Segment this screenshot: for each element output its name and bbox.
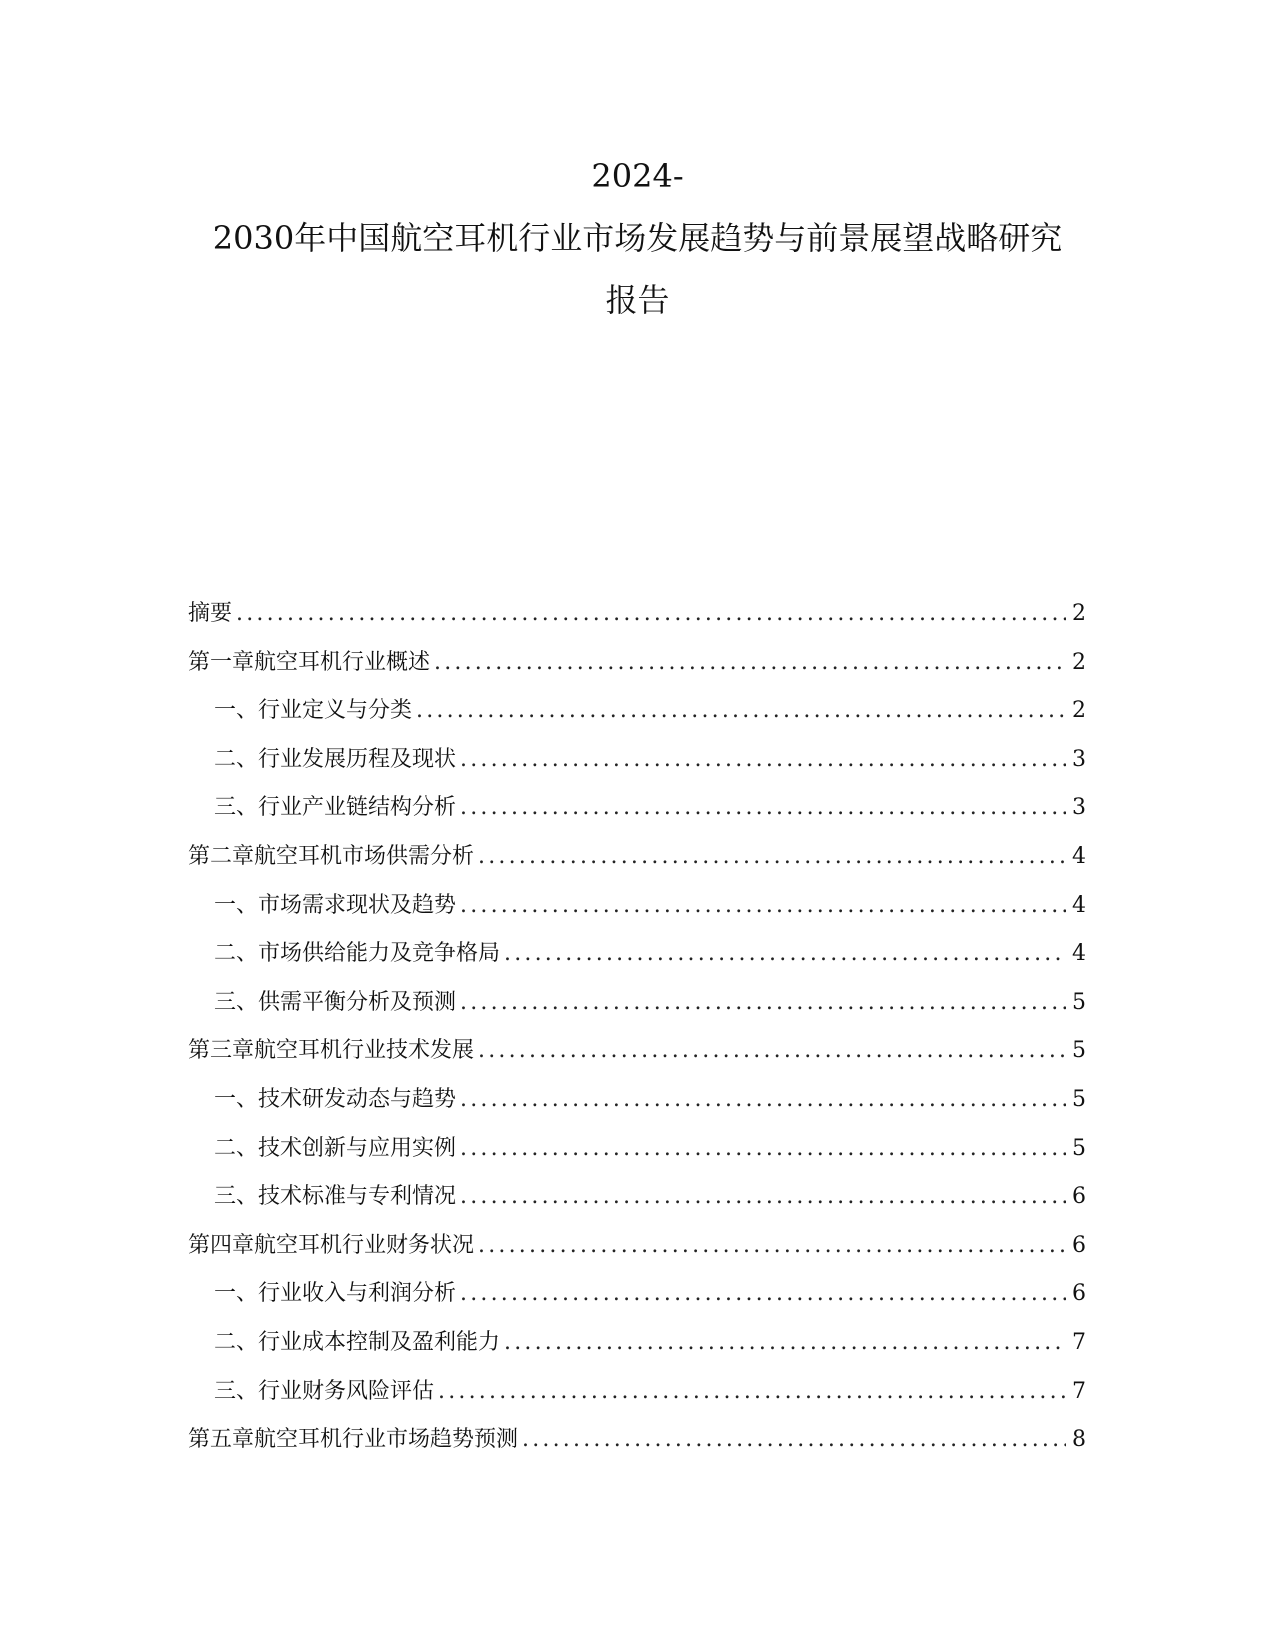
toc-entry-title: 摘要 [188, 601, 233, 626]
title-line-2: 2030年中国航空耳机行业市场发展趋势与前景展望战略研究 [212, 219, 1063, 257]
toc-entry-title: 航空耳机行业市场趋势预测 [254, 1427, 519, 1453]
toc-dot-leader [460, 747, 1066, 772]
toc-dot-leader [460, 990, 1066, 1015]
toc-page-number: 5 [1072, 1038, 1086, 1064]
toc-dot-leader [434, 650, 1066, 675]
toc-page-number: 8 [1072, 1427, 1086, 1453]
toc-dot-leader [438, 1379, 1066, 1404]
toc-entry-number: 二、 [214, 941, 259, 967]
toc-chapter-entry[interactable] [188, 1228, 1086, 1277]
toc-section-entry[interactable] [188, 1179, 1086, 1228]
title-line-1: 2024- [591, 157, 684, 195]
toc-entry-title: 行业收入与利润分析 [258, 1281, 457, 1307]
toc-entry-title: 行业产业链结构分析 [258, 795, 457, 821]
toc-entry-number: 一、 [214, 892, 259, 918]
toc-entry-number: 三、 [214, 989, 259, 1015]
toc-page-number: 3 [1072, 746, 1086, 772]
toc-entry-number: 一、 [214, 1281, 259, 1307]
toc-section-entry[interactable] [188, 936, 1086, 985]
title-line-3: 报告 [605, 281, 670, 319]
toc-dot-leader [460, 1136, 1066, 1161]
toc-entry-number: 三、 [214, 795, 259, 821]
toc-section-entry[interactable] [188, 1082, 1086, 1131]
toc-section-entry[interactable] [188, 1374, 1086, 1423]
toc-dot-leader [522, 1427, 1066, 1452]
toc-entry-title: 航空耳机行业技术发展 [254, 1038, 475, 1064]
toc-dot-leader [478, 1233, 1066, 1258]
toc-entry-title: 航空耳机行业财务状况 [254, 1232, 475, 1258]
toc-entry-title: 供需平衡分析及预测 [258, 989, 457, 1015]
toc-page-number: 6 [1072, 1232, 1086, 1258]
toc-dot-leader [460, 1184, 1066, 1209]
toc-dot-leader [460, 893, 1066, 918]
toc-dot-leader [504, 941, 1066, 966]
toc-entry-number: 第五章 [188, 1427, 255, 1453]
toc-dot-leader [236, 601, 1066, 626]
toc-page-number: 7 [1072, 1329, 1086, 1355]
toc-page-number: 2 [1072, 649, 1086, 675]
toc-page-number: 5 [1072, 1086, 1086, 1112]
toc-page-number: 4 [1072, 892, 1086, 918]
toc-dot-leader [478, 1038, 1066, 1063]
toc-entry-number: 三、 [214, 1378, 259, 1404]
toc-page-number: 4 [1072, 941, 1086, 967]
toc-entry-number: 二、 [214, 1135, 259, 1161]
toc-entry-title: 技术标准与专利情况 [258, 1184, 457, 1210]
toc-dot-leader [416, 698, 1066, 723]
toc-entry-number: 第四章 [188, 1232, 255, 1258]
toc-entry-title: 行业成本控制及盈利能力 [258, 1329, 501, 1355]
toc-entry-number: 第三章 [188, 1038, 255, 1064]
toc-chapter-entry[interactable] [188, 645, 1086, 694]
toc-entry-title: 行业财务风险评估 [258, 1378, 435, 1404]
toc-section-entry[interactable] [188, 790, 1086, 839]
toc-section-entry[interactable] [188, 1325, 1086, 1374]
toc-entry-number: 二、 [214, 746, 259, 772]
toc-entry-number: 第二章 [188, 843, 255, 869]
toc-chapter-entry[interactable] [188, 1422, 1086, 1471]
toc-page-number: 2 [1072, 601, 1086, 626]
toc-chapter-entry[interactable] [188, 839, 1086, 888]
toc-page-number: 6 [1072, 1184, 1086, 1210]
toc-section-entry[interactable] [188, 1131, 1086, 1180]
toc-entry-number: 三、 [214, 1184, 259, 1210]
toc-dot-leader [460, 795, 1066, 820]
toc-entry-title: 航空耳机市场供需分析 [254, 843, 475, 869]
toc-entry-title: 市场供给能力及竞争格局 [258, 941, 501, 967]
toc-page-number: 4 [1072, 843, 1086, 869]
toc-dot-leader [504, 1330, 1066, 1355]
toc-chapter-entry[interactable] [188, 596, 1086, 645]
toc-page-number: 3 [1072, 795, 1086, 821]
toc-entry-title: 市场需求现状及趋势 [258, 892, 457, 918]
report-title [0, 145, 1275, 331]
toc-dot-leader [478, 844, 1066, 869]
toc-entry-number: 一、 [214, 1086, 259, 1112]
toc-section-entry[interactable] [188, 693, 1086, 742]
toc-page-number: 5 [1072, 1135, 1086, 1161]
toc-page-number: 7 [1072, 1378, 1086, 1404]
toc-chapter-entry[interactable] [188, 1033, 1086, 1082]
toc-dot-leader [460, 1281, 1066, 1306]
table-of-contents [188, 596, 1086, 1471]
toc-section-entry[interactable] [188, 742, 1086, 791]
toc-entry-number: 一、 [214, 698, 259, 724]
toc-entry-title: 行业发展历程及现状 [258, 746, 457, 772]
toc-page-number: 6 [1072, 1281, 1086, 1307]
toc-page-number: 2 [1072, 698, 1086, 724]
toc-page-number: 5 [1072, 989, 1086, 1015]
toc-entry-number: 二、 [214, 1329, 259, 1355]
toc-entry-title: 技术研发动态与趋势 [258, 1086, 457, 1112]
toc-entry-number: 第一章 [188, 649, 255, 675]
toc-section-entry[interactable] [188, 888, 1086, 937]
toc-entry-title: 航空耳机行业概述 [254, 649, 431, 675]
toc-section-entry[interactable] [188, 985, 1086, 1034]
toc-section-entry[interactable] [188, 1276, 1086, 1325]
toc-entry-title: 技术创新与应用实例 [258, 1135, 457, 1161]
toc-entry-title: 行业定义与分类 [258, 698, 413, 724]
toc-dot-leader [460, 1087, 1066, 1112]
